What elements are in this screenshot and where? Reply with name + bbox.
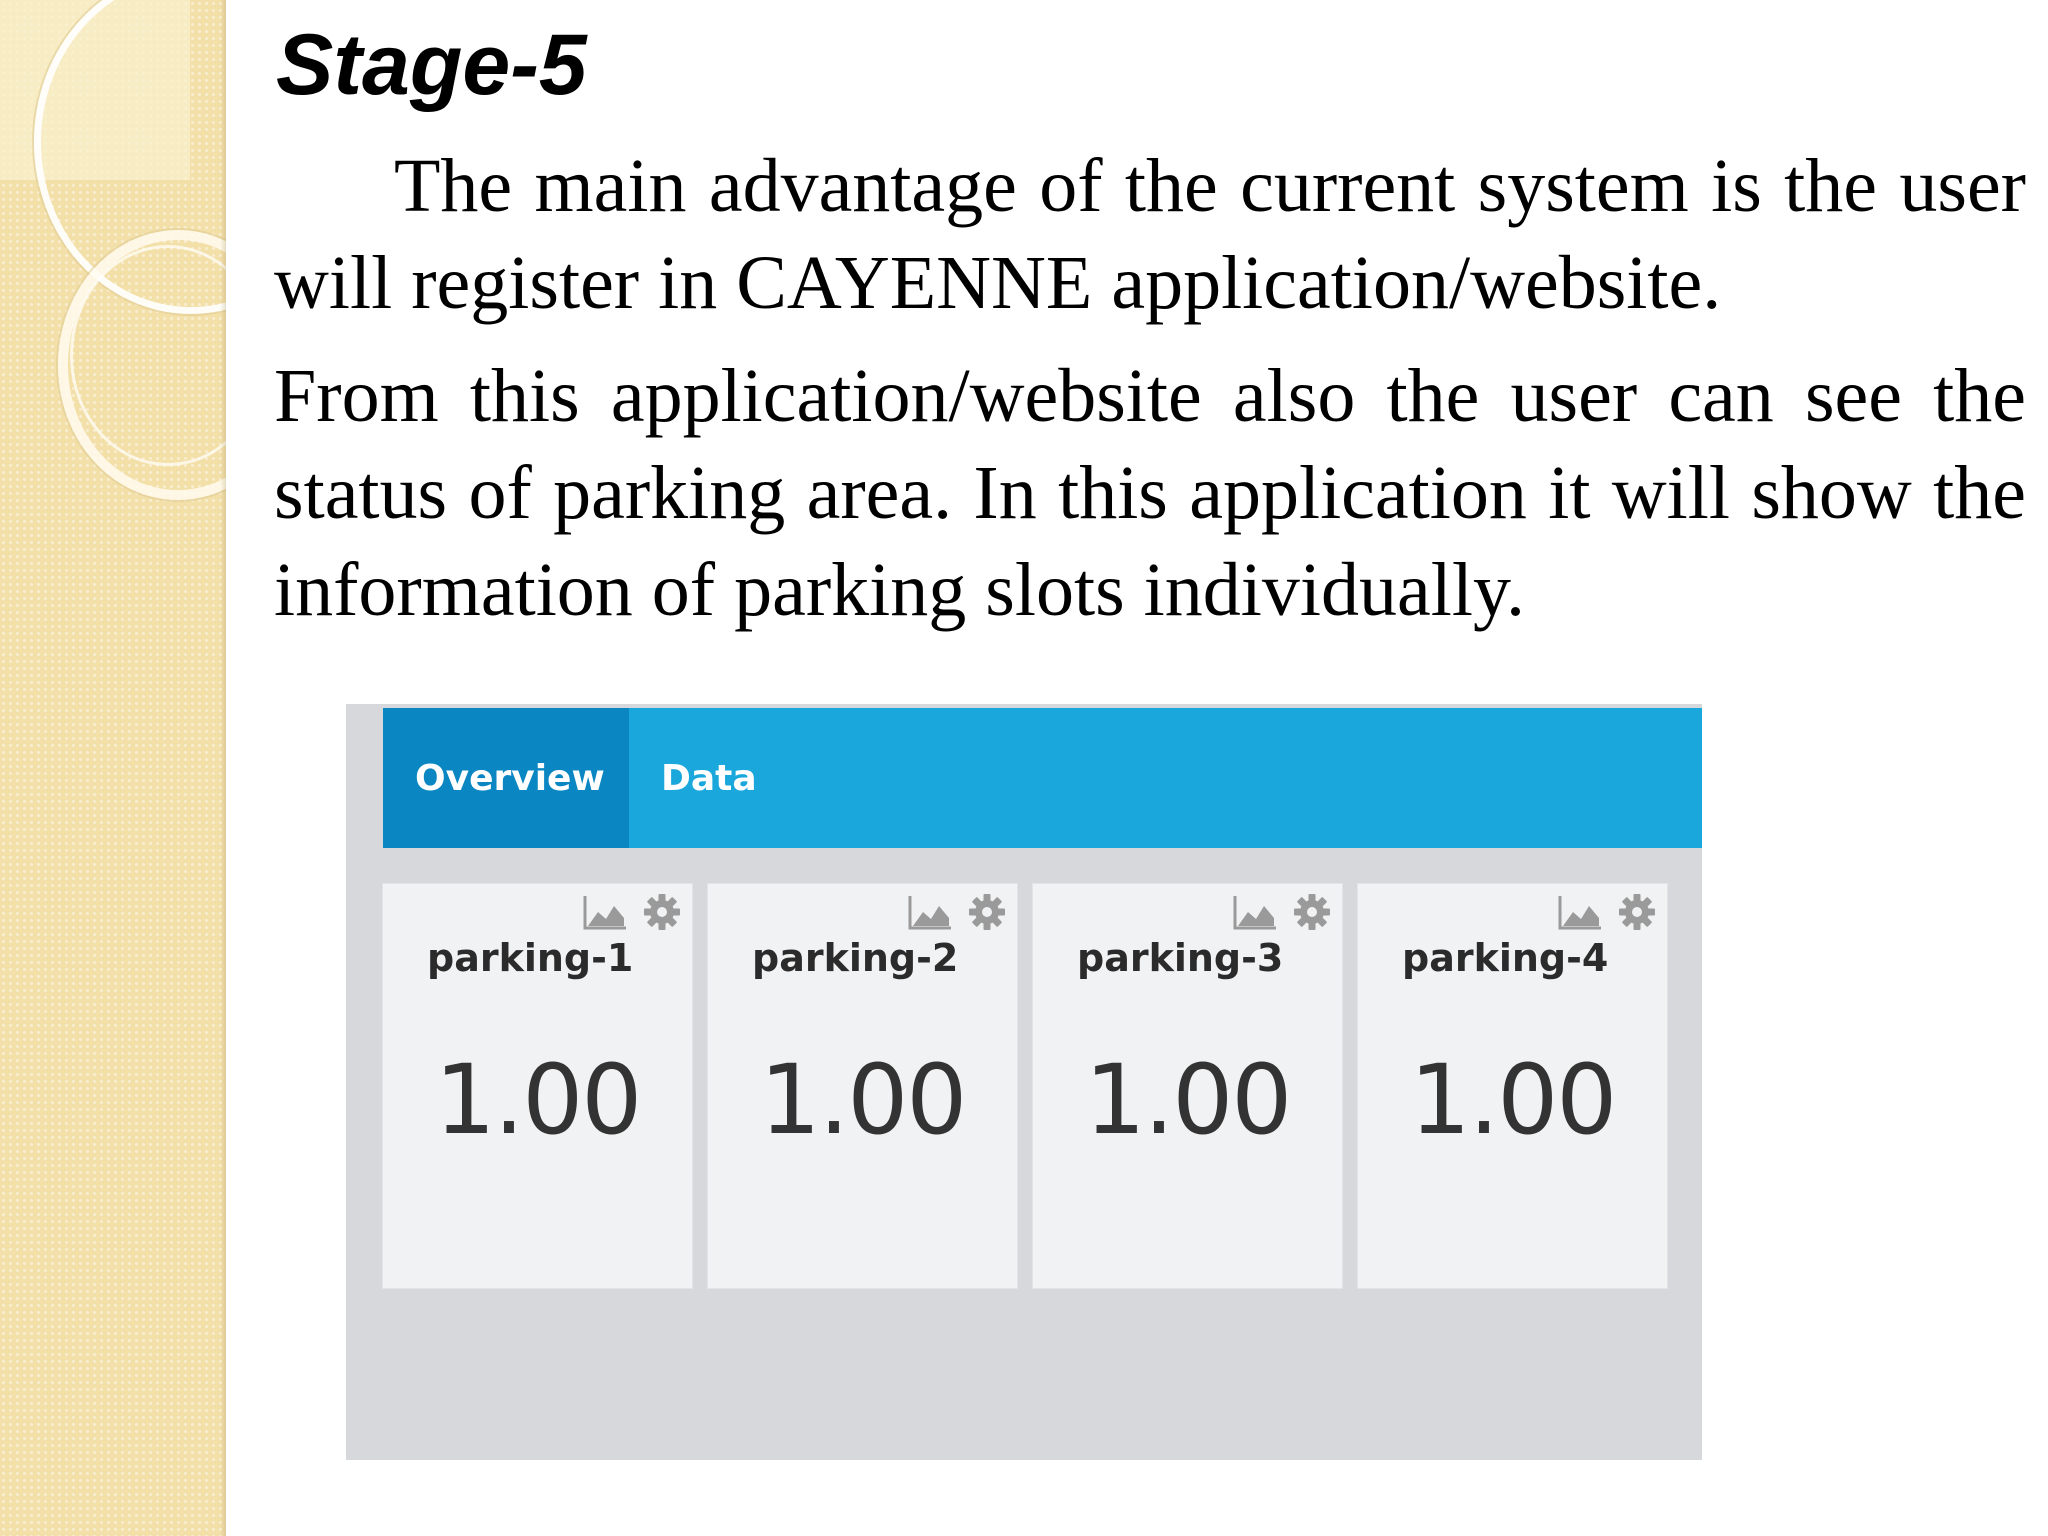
- widget-value: 1.00: [434, 1044, 641, 1156]
- parking-widget-4[interactable]: [1358, 884, 1667, 1288]
- widget-name: parking-3: [1077, 936, 1284, 980]
- parking-widget-2[interactable]: [708, 884, 1017, 1288]
- gear-icon[interactable]: [1617, 892, 1657, 932]
- tab-bar: [383, 708, 1702, 848]
- gear-icon[interactable]: [1292, 892, 1332, 932]
- widget-toolbar: [1557, 892, 1657, 932]
- widget-toolbar: [582, 892, 682, 932]
- widget-value: 1.00: [1409, 1044, 1616, 1156]
- gear-icon[interactable]: [642, 892, 682, 932]
- chart-icon[interactable]: [1557, 892, 1603, 932]
- widget-list: [383, 884, 1667, 1288]
- chart-icon[interactable]: [907, 892, 953, 932]
- widget-toolbar: [1232, 892, 1332, 932]
- widget-name: parking-4: [1402, 936, 1609, 980]
- widget-value: 1.00: [759, 1044, 966, 1156]
- widget-name: parking-2: [752, 936, 959, 980]
- paragraph-status: From this application/website also the user can see the status of parking area. In this application it will show the information of parking slots individually.: [274, 354, 2026, 632]
- cayenne-dashboard-screenshot: [346, 704, 1702, 1460]
- chart-icon[interactable]: [1232, 892, 1278, 932]
- tab-data[interactable]: Data: [661, 757, 757, 799]
- slide-title: Stage-5: [276, 17, 587, 113]
- parking-widget-1[interactable]: [383, 884, 692, 1288]
- widget-value: 1.00: [1084, 1044, 1291, 1156]
- chart-icon[interactable]: [582, 892, 628, 932]
- decorative-side-strip: [0, 0, 226, 1536]
- tab-overview[interactable]: Overview: [383, 708, 629, 848]
- paragraph-registration: The main advantage of the current system is the user will register in CAYENNE application/website.: [274, 144, 2026, 325]
- gear-icon[interactable]: [967, 892, 1007, 932]
- widget-toolbar: [907, 892, 1007, 932]
- widget-name: parking-1: [427, 936, 634, 980]
- parking-widget-3[interactable]: [1033, 884, 1342, 1288]
